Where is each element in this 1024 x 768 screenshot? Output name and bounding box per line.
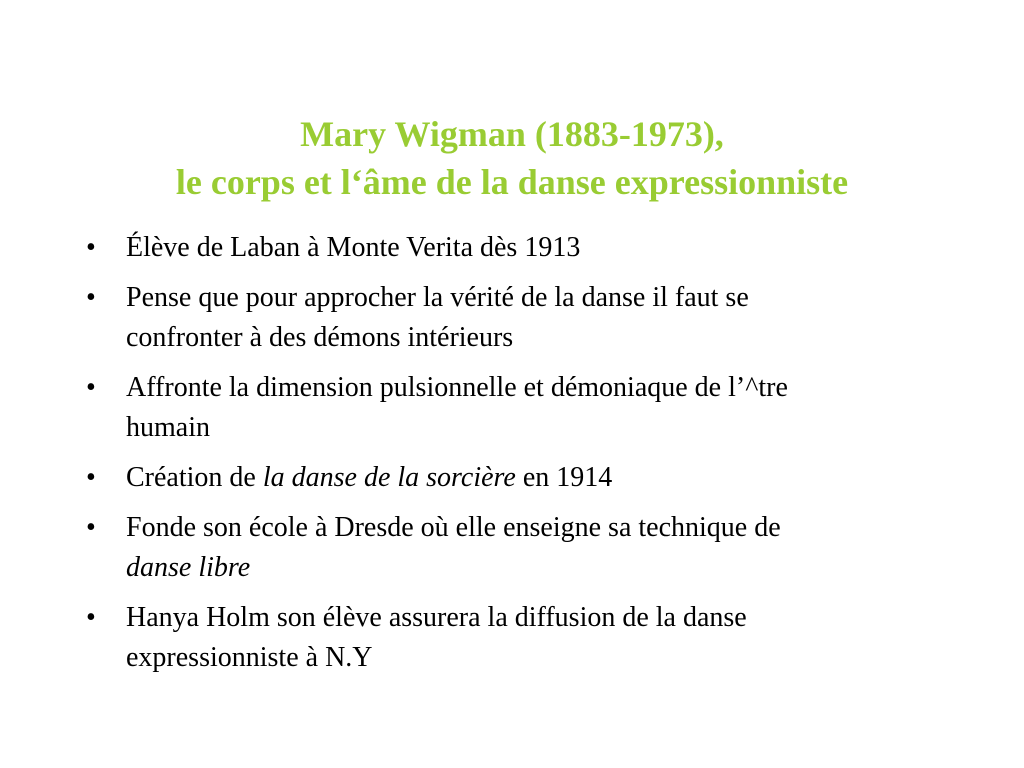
bullet-item (80, 598, 960, 678)
bullet-item (80, 228, 960, 268)
bullet-line (126, 598, 960, 638)
bullet-item (80, 508, 960, 588)
bullet-dot-icon: • (86, 232, 96, 263)
bullet-text: Élève de Laban à Monte Verita dès 1913 (126, 232, 581, 263)
bullet-dot-icon: • (86, 372, 96, 403)
bullet-dot-icon: • (86, 512, 96, 543)
bullet-dot-icon: • (86, 462, 96, 493)
bullet-line (126, 408, 960, 448)
bullet-item (80, 458, 960, 498)
bullet-list (80, 228, 960, 688)
bullet-text: Hanya Holm son élève assurera la diffusion de la danse (126, 602, 747, 633)
bullet-line (126, 318, 960, 358)
bullet-dot-icon: • (86, 602, 96, 633)
bullet-line (126, 638, 960, 678)
bullet-line (126, 228, 960, 268)
bullet-text: Affronte la dimension pulsionnelle et démoniaque de l’^tre (126, 372, 788, 403)
title-line-2: le corps et l‘âme de la danse expressionniste (175, 162, 849, 203)
bullet-item (80, 368, 960, 448)
bullet-line (126, 508, 960, 548)
bullet-dot-icon: • (86, 282, 96, 313)
bullet-text: Fonde son école à Dresde où elle enseigne sa technique de (126, 512, 781, 543)
bullet-text: confronter à des démons intérieurs (126, 322, 514, 353)
bullet-text: expressionniste à N.Y (126, 642, 373, 673)
italic-text: danse libre (126, 552, 251, 583)
bullet-text: en 1914 (515, 462, 613, 493)
title-line-1: Mary Wigman (1883-1973), (300, 114, 724, 155)
bullet-text: Pense que pour approcher la vérité de la danse il faut se (126, 282, 749, 313)
italic-text: la danse de la sorcière (262, 462, 516, 493)
bullet-line (126, 278, 960, 318)
bullet-line (126, 548, 960, 588)
bullet-line (126, 458, 960, 498)
slide-title (40, 110, 984, 206)
bullet-item (80, 278, 960, 358)
bullet-line (126, 368, 960, 408)
bullet-text: Création de (126, 462, 263, 493)
bullet-text: humain (126, 412, 210, 443)
